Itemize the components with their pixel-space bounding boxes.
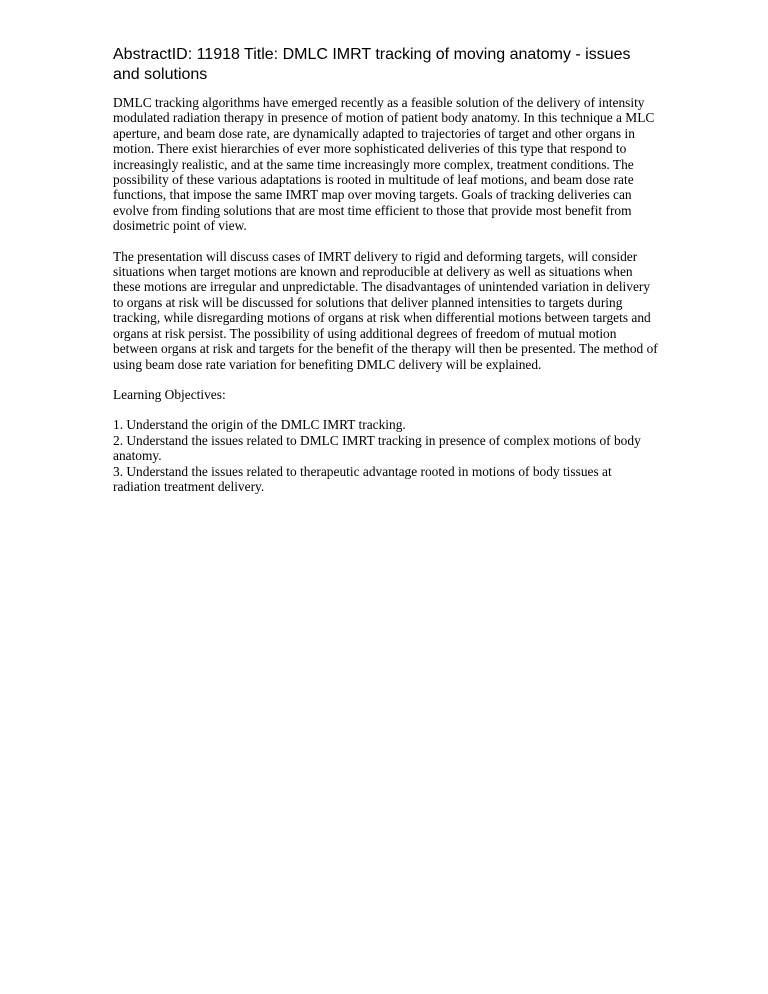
objectives-heading: Learning Objectives:: [113, 386, 226, 402]
document-page: [113, 45, 661, 494]
abstract-paragraph-1: DMLC tracking algorithms have emerged recently as a feasible solution of the delivery of intensity modulated radiation therapy in presence of motion of patient body anatomy. In this technique a MLC aperture, and beam dose rate, are dynamically adapted to trajectories of target and other organs in motion. There exist hierarchies of ever more sophisticated deliveries of this type that respond to increasingly realistic, and at the same time increasingly more complex, treatment conditions. The possibility of these various adaptations is rooted in multitude of leaf motions, and beam dose rate functions, that impose the same IMRT map over moving targets. Goals of tracking deliveries can evolve from finding solutions that are most time efficient to those that provide most benefit from dosimetric point of view.: [113, 95, 655, 234]
objective-item: 3. Understand the issues related to therapeutic advantage rooted in motions of body tissues at radiation treatment delivery.: [113, 463, 612, 494]
objective-item: 1. Understand the origin of the DMLC IMRT tracking.: [113, 417, 406, 433]
abstract-title: AbstractID: 11918 Title: DMLC IMRT tracking of moving anatomy - issues and solutions: [113, 46, 631, 83]
objectives-list: [113, 417, 661, 494]
objective-item: 2. Understand the issues related to DMLC IMRT tracking in presence of complex motions of body anatomy.: [113, 432, 641, 464]
abstract-paragraph-2: The presentation will discuss cases of IMRT delivery to rigid and deforming targets, will consider situations when target motions are known and reproducible at delivery as well as situations when these motions are irregular and unpredictable. The disadvantages of unintended variation in delivery to organs at risk will be discussed for solutions that deliver planned intensities to targets during tracking, while disregarding motions of organs at risk when differential motions between targets and organs at risk persist. The possibility of using additional degrees of freedom of mutual motion between organs at risk and targets for the benefit of the therapy will then be presented. The method of using beam dose rate variation for benefiting DMLC delivery will be explained.: [113, 248, 658, 372]
